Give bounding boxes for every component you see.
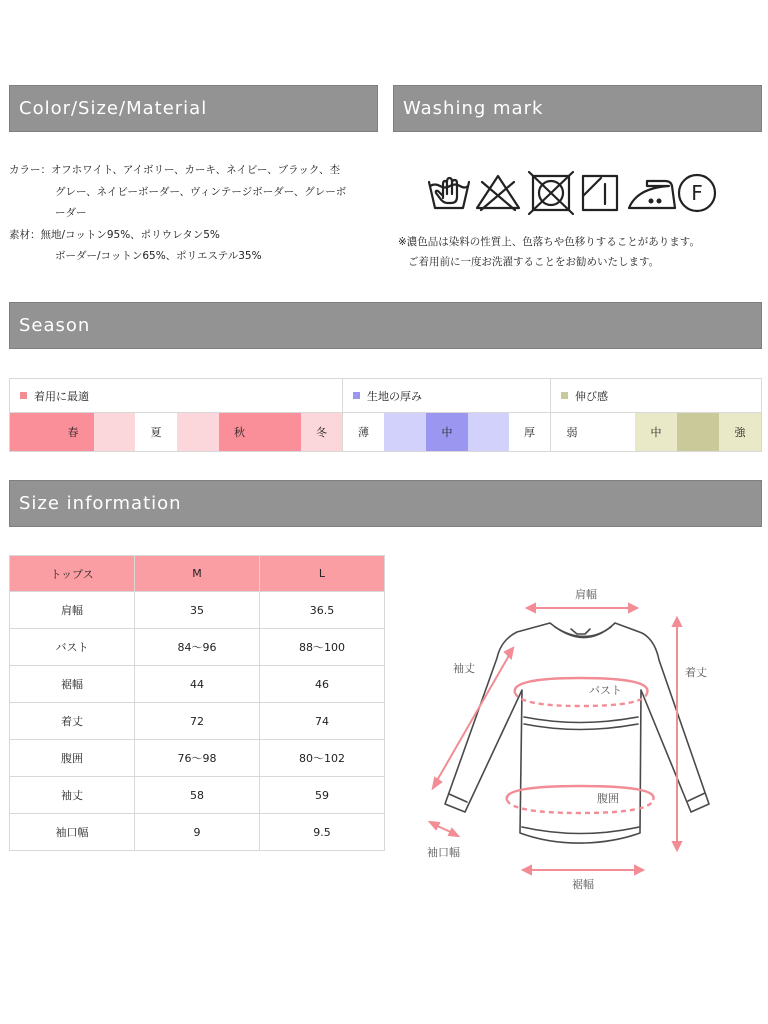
table-cell: 46	[260, 666, 385, 703]
label-bust: バスト	[589, 684, 622, 697]
washing-icons	[425, 170, 721, 220]
thickness-fill	[468, 413, 509, 451]
table-row	[10, 777, 385, 814]
table-row	[10, 814, 385, 851]
color-material-spec	[9, 160, 346, 268]
table-cell: 着丈	[10, 703, 135, 740]
legend-swatch	[353, 392, 360, 399]
garment-diagram-svg	[415, 580, 715, 900]
stretch-fill	[677, 413, 719, 451]
table-header-cell: L	[260, 556, 385, 592]
table-row	[10, 592, 385, 629]
season-fill	[177, 413, 219, 451]
thickness-cell-medium: 中	[426, 413, 468, 451]
label-sleeve: 袖丈	[453, 662, 475, 675]
season-cell-summer: 夏	[135, 413, 177, 451]
thickness-fill	[384, 413, 426, 451]
garment-measurement-diagram	[415, 580, 715, 904]
stretch-cell-medium: 中	[635, 413, 677, 451]
no-bleach-icon	[477, 176, 519, 210]
table-cell: 腹囲	[10, 740, 135, 777]
season-fill	[94, 413, 135, 451]
legend-swatch	[561, 392, 568, 399]
season-group-thickness	[343, 379, 551, 412]
label-length: 着丈	[685, 666, 707, 679]
season-group-stretch	[551, 379, 761, 412]
thickness-cell-thick: 厚	[509, 413, 550, 451]
table-row	[10, 740, 385, 777]
table-cell: 74	[260, 703, 385, 740]
iron-low-icon	[629, 181, 675, 208]
material-line: 素材：無地/コットン95%、ポリウレタン5%	[9, 228, 220, 241]
hand-wash-icon	[429, 178, 469, 208]
label-cuff: 袖口幅	[427, 846, 460, 859]
group-label: 着用に最適	[34, 389, 89, 403]
table-cell: 肩幅	[10, 592, 135, 629]
table-cell: 裾幅	[10, 666, 135, 703]
table-header-cell: M	[135, 556, 260, 592]
color-line: カラー：オフホワイト、アイボリー、カーキ、ネイビー、ブラック、杢	[9, 164, 340, 176]
color-line: グレー、ネイビーボーダー、ヴィンテージボーダー、グレーボ	[55, 185, 347, 198]
table-cell: 88〜100	[260, 629, 385, 666]
group-label: 生地の厚み	[367, 389, 422, 403]
section-title: Size information	[19, 493, 182, 514]
table-cell: 9	[135, 814, 260, 851]
section-header-color-size-material	[9, 85, 378, 132]
drip-dry-icon	[583, 176, 617, 210]
color-line: ーダー	[55, 207, 87, 219]
table-cell: 76〜98	[135, 740, 260, 777]
table-cell: 35	[135, 592, 260, 629]
table-row	[10, 629, 385, 666]
table-cell: 袖丈	[10, 777, 135, 814]
table-cell: 袖口幅	[10, 814, 135, 851]
washing-note	[398, 232, 700, 272]
table-cell: 59	[260, 777, 385, 814]
section-title: Color/Size/Material	[19, 98, 208, 119]
circumference-lines	[507, 678, 654, 813]
washing-icons-svg	[425, 170, 721, 216]
thickness-cell-thin: 薄	[343, 413, 384, 451]
table-cell: 72	[135, 703, 260, 740]
label-waist: 腹囲	[597, 792, 619, 805]
season-cell-spring: 春	[52, 413, 94, 451]
table-row	[10, 703, 385, 740]
section-title: Washing mark	[403, 98, 544, 119]
season-group-wear	[10, 379, 343, 412]
note-line: ご着用前に一度お洗濯することをお勧めいたします。	[408, 256, 660, 268]
note-line: ※濃色品は染料の性質上、色落ちや色移りすることがあります。	[398, 236, 700, 248]
no-tumble-dry-icon	[529, 172, 573, 214]
table-header-cell: トップス	[10, 556, 135, 592]
legend-swatch	[20, 392, 27, 399]
table-cell: バスト	[10, 629, 135, 666]
table-cell: 36.5	[260, 592, 385, 629]
season-fill	[260, 413, 301, 451]
size-table	[9, 555, 385, 851]
dryclean-letter: F	[691, 181, 703, 205]
section-header-size-information	[9, 480, 762, 527]
season-cell-winter: 冬	[301, 413, 342, 451]
label-hem: 裾幅	[572, 878, 594, 891]
group-label: 伸び感	[575, 389, 608, 403]
material-line: ボーダー/コットン65%、ポリエステル35%	[55, 250, 262, 262]
stretch-cell-weak: 弱	[551, 413, 593, 451]
table-cell: 58	[135, 777, 260, 814]
season-grid	[9, 378, 762, 452]
table-cell: 80〜102	[260, 740, 385, 777]
table-row	[10, 666, 385, 703]
table-cell: 44	[135, 666, 260, 703]
table-header-row	[10, 556, 385, 592]
season-cell-autumn: 秋	[219, 413, 260, 451]
table-cell: 9.5	[260, 814, 385, 851]
section-title: Season	[19, 315, 91, 336]
season-fill	[10, 413, 52, 451]
label-shoulder: 肩幅	[575, 588, 597, 601]
tshirt-outline-icon	[445, 623, 709, 843]
table-cell: 84〜96	[135, 629, 260, 666]
section-header-season	[9, 302, 762, 349]
section-header-washing-mark	[393, 85, 762, 132]
stretch-cell-strong: 強	[719, 413, 761, 451]
stretch-fill	[593, 413, 635, 451]
